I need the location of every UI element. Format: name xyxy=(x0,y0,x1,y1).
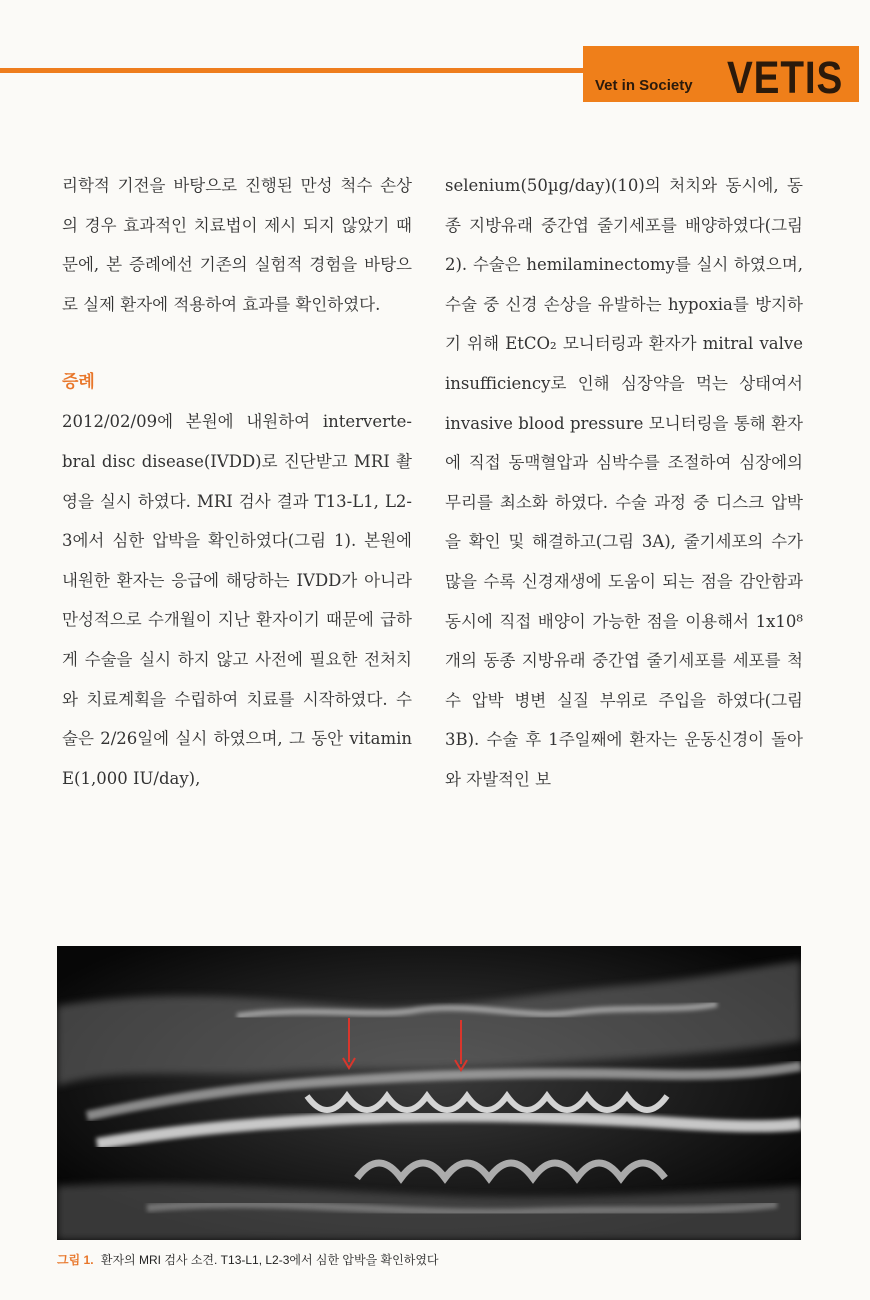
right-paragraph: selenium(50µg/day)(10)의 처치와 동시에, 동종 지방유래 중간엽 줄기세포를 배양하였다(그림 2). 수술은 hemilaminectomy를 실시 하였으며, 수술 중 신경 손상을 유발하는 hypoxia를 방지하기 위해 EtCO₂ 모니터링과 환자가 mitral valve insufficiency로 인해 심장약을 먹는 상태여서 invasive blood pressure 모니터링을 통해 환자에 직접 동맥혈압과 심박수를 조절하여 심장에의 무리를 최소화 하였다. 수술 과정 중 디스크 압박을 확인 및 해결하고(그림 3A), 줄기세포의 수가 많을 수록 신경재생에 도움이 되는 점을 감안함과 동시에 직접 배양이 가능한 점을 이용해서 1x10⁸개의 동종 지방유래 중간엽 줄기세포를 세포를 척수 압박 병변 실질 부위로 주입을 하였다(그림 3B). 수술 후 1주일째에 환자는 운동신경이 돌아와 자발적인 보 xyxy=(445,176,803,789)
right-column xyxy=(445,166,803,800)
section-tag: Vet in Society xyxy=(595,77,693,94)
left-column xyxy=(62,166,412,798)
section-heading: 증례 xyxy=(62,372,95,392)
figure-caption-text: 환자의 MRI 검사 소견. T13-L1, L2-3에서 심한 압박을 확인하였다 xyxy=(100,1253,439,1267)
figure-label: 그림 1. xyxy=(57,1253,94,1267)
mri-spine-image-icon xyxy=(57,946,801,1240)
figure-caption xyxy=(57,1251,439,1268)
mri-image xyxy=(57,946,801,1240)
vetis-logo: VETIS xyxy=(727,52,844,103)
case-paragraph: 2012/02/09에 본원에 내원하여 interverte-bral disc disease(IVDD)로 진단받고 MRI 촬영을 실시 하였다. MRI 검사 결과 T13-L1, L2-3에서 심한 압박을 확인하였다(그림 1). 본원에 내원한 환자는 응급에 해당하는 IVDD가 아니라 만성적으로 수개월이 지난 환자이기 때문에 급하게 수술을 실시 하지 않고 사전에 필요한 전처치와 치료계획을 수립하여 치료를 시작하였다. 수술은 2/26일에 실시 하였으며, 그 동안 vitamin E(1,000 IU/day), xyxy=(62,412,412,788)
intro-paragraph: 리학적 기전을 바탕으로 진행된 만성 척수 손상의 경우 효과적인 치료법이 제시 되지 않았기 때문에, 본 증례에선 기존의 실험적 경험을 바탕으로 실제 환자에 적용하여 효과를 확인하였다. xyxy=(62,176,412,314)
header-rule xyxy=(0,68,585,73)
